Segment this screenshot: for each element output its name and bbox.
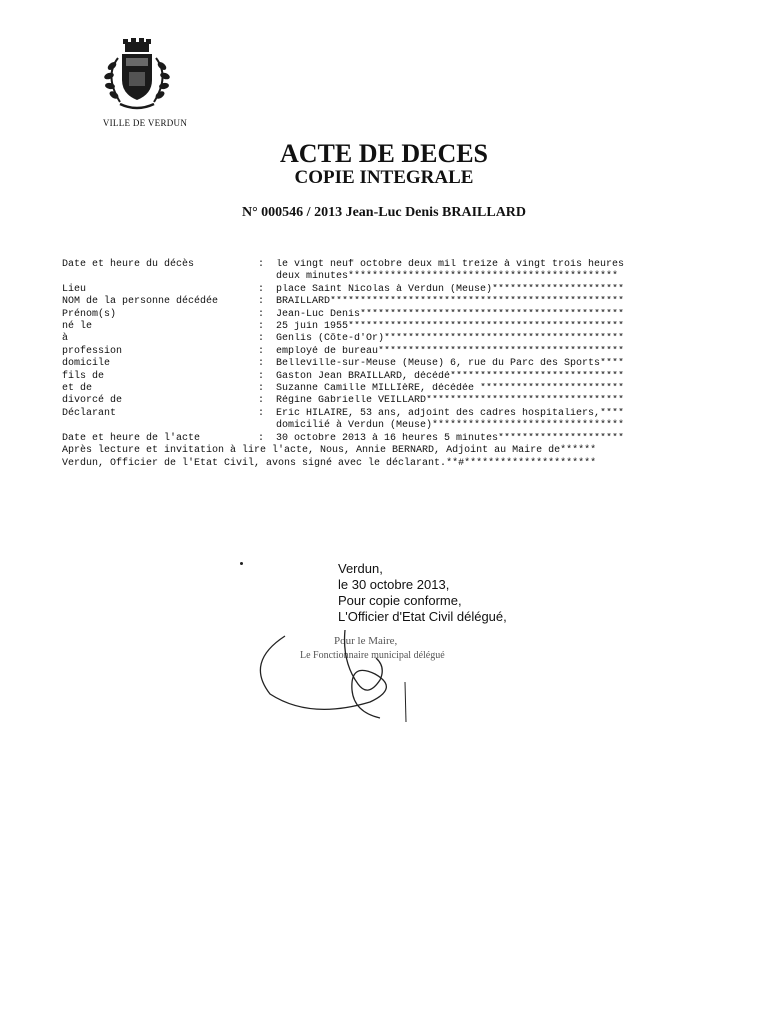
- record-row: [62, 259, 722, 284]
- cert-officer: L'Officier d'Etat Civil délégué,: [338, 609, 507, 624]
- record-separator: :: [258, 283, 265, 295]
- record-value: Jean-Luc Denis********************************************: [276, 308, 625, 320]
- record-label: divorcé de: [62, 395, 123, 407]
- record-separator: :: [258, 321, 265, 333]
- record-row: [62, 346, 722, 358]
- stamp-line: Pour le Maire,: [334, 635, 398, 647]
- record-label: domicile: [62, 358, 111, 370]
- record-separator: :: [258, 407, 265, 419]
- signature-stroke: [405, 682, 406, 722]
- document-subtitle: COPIE INTEGRALE: [294, 167, 474, 188]
- record-value: Belleville-sur-Meuse (Meuse) 6, rue du Parc des Sports****: [276, 358, 625, 370]
- record-label: Lieu: [62, 283, 87, 295]
- cert-place: Verdun,: [338, 561, 383, 576]
- record-label: et de: [62, 383, 93, 395]
- signature-stroke: [260, 636, 386, 718]
- cert-copy: Pour copie conforme,: [338, 593, 462, 608]
- record-list: [62, 259, 722, 470]
- record-row: [62, 321, 722, 333]
- city-name: VILLE DE VERDUN: [102, 118, 188, 128]
- record-label: Déclarant: [62, 407, 117, 419]
- record-row: [62, 309, 722, 321]
- act-date-label: Date et heure de l'acte: [62, 432, 201, 444]
- record-label: Date et heure du décès: [62, 259, 195, 270]
- record-row: [62, 383, 722, 395]
- record-separator: :: [258, 395, 265, 407]
- record-separator: :: [258, 383, 265, 395]
- record-value: Eric HILAIRE, 53 ans, adjoint des cadres hospitaliers,**** domicilié à Verdun (Meuse)********************************: [276, 407, 625, 432]
- record-label: Prénom(s): [62, 308, 117, 320]
- record-row: [62, 395, 722, 407]
- record-label: né le: [62, 321, 93, 333]
- document-title: ACTE DE DECES: [279, 139, 489, 168]
- record-separator: :: [258, 432, 265, 444]
- record-value: 25 juin 1955**********************************************: [276, 321, 625, 333]
- record-row: [62, 284, 722, 296]
- record-value: Suzanne Camille MILLIèRE, décédée ************************: [276, 383, 625, 395]
- record-label: à: [62, 333, 69, 345]
- record-value: employé de bureau*****************************************: [276, 345, 625, 357]
- record-value: Genlis (Côte-d'Or)****************************************: [276, 333, 625, 345]
- document-reference: N° 000546 / 2013 Jean-Luc Denis BRAILLARD: [241, 205, 527, 220]
- official-stamp-signature: [250, 622, 490, 722]
- certification-block: [338, 561, 507, 625]
- closing-line: Après lecture et invitation à lire l'acte, Nous, Annie BERNARD, Adjoint au Maire de******: [62, 445, 597, 457]
- closing-line: Verdun, Officier de l'Etat Civil, avons signé avec le déclarant.**#**********************: [62, 457, 597, 469]
- record-separator: :: [258, 296, 265, 308]
- record-separator: :: [258, 333, 265, 345]
- record-separator: :: [258, 370, 265, 382]
- stamp-line: Le Fonctionnaire municipal délégué: [300, 650, 445, 661]
- record-label: fils de: [62, 370, 105, 382]
- record-separator: :: [258, 308, 265, 320]
- record-row: [62, 333, 722, 345]
- record-separator: :: [258, 345, 265, 357]
- record-value: le vingt neuf octobre deux mil treize à vingt trois heures deux minutes*********************************************: [276, 259, 625, 283]
- record-value: place Saint Nicolas à Verdun (Meuse)**********************: [276, 283, 625, 295]
- record-value: BRAILLARD*************************************************: [276, 296, 625, 308]
- record-row: [62, 408, 722, 433]
- ink-speck: [240, 562, 243, 565]
- record-separator: :: [258, 358, 265, 370]
- record-row: [62, 296, 722, 308]
- record-label: NOM de la personne décédée: [62, 296, 219, 308]
- record-row: [62, 371, 722, 383]
- coat-of-arms-icon: [98, 36, 176, 118]
- record-separator: :: [258, 259, 265, 270]
- record-row: [62, 358, 722, 370]
- record-value: Régine Gabrielle VEILLARD*********************************: [276, 395, 625, 407]
- act-date-row: [62, 433, 722, 445]
- record-label: profession: [62, 345, 123, 357]
- record-value: Gaston Jean BRAILLARD, décédé*****************************: [276, 370, 625, 382]
- act-date-value: 30 octobre 2013 à 16 heures 5 minutes*********************: [276, 432, 625, 444]
- cert-date: le 30 octobre 2013,: [338, 577, 450, 592]
